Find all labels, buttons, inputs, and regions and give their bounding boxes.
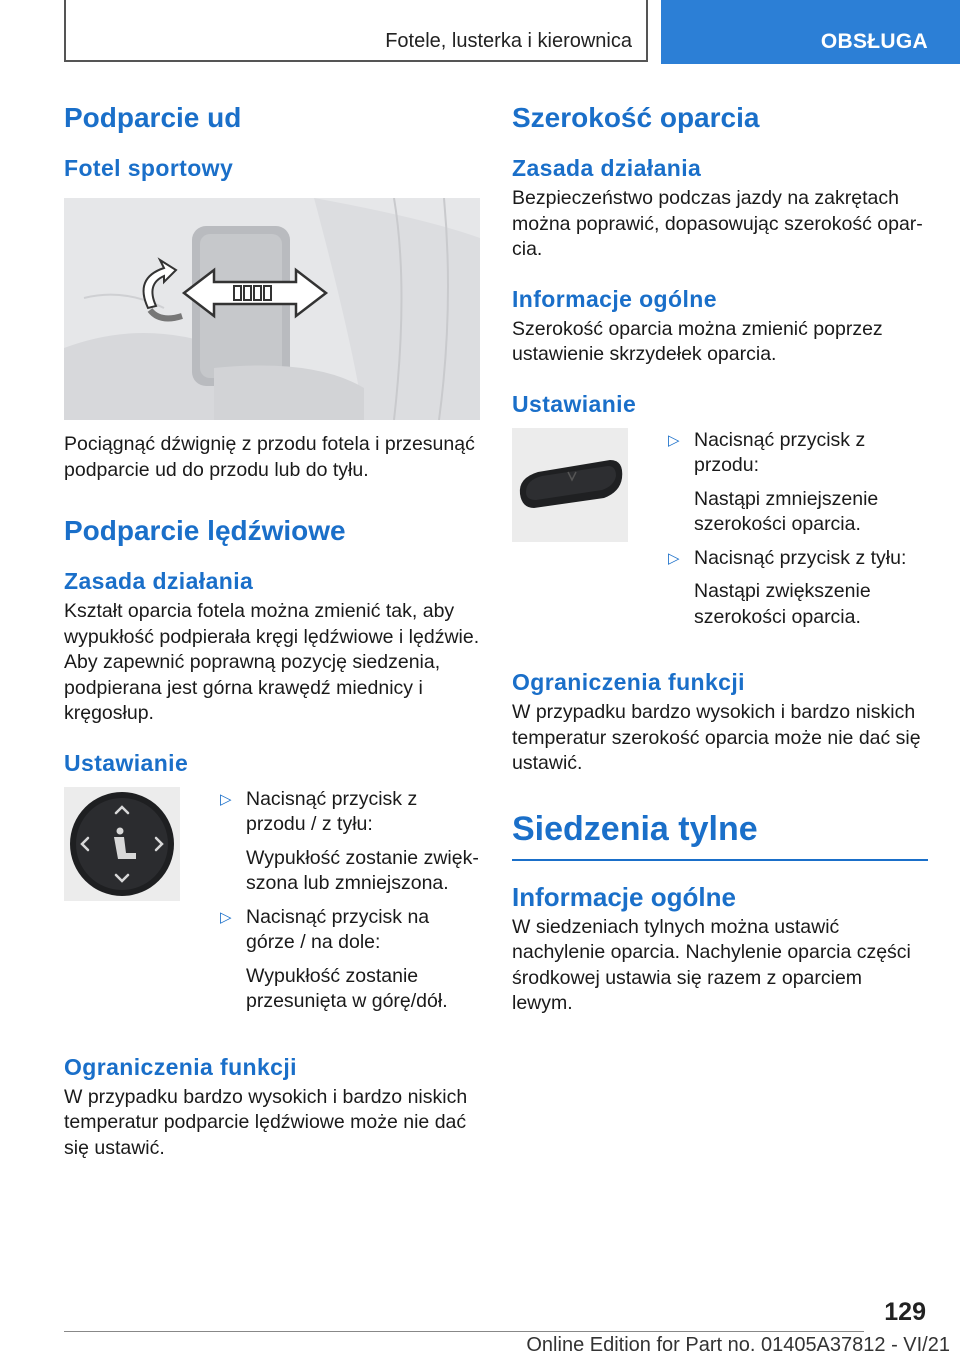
step-action: Nacisnąć przycisk z przodu / z tyłu: xyxy=(246,787,418,835)
heading-limits: Ograniczenia funkcji xyxy=(512,669,745,695)
section-title: Fotele, lusterka i kierownica xyxy=(385,30,632,52)
triangle-right-outline-icon: ▷ xyxy=(668,549,680,567)
heading-setting: Ustawianie xyxy=(64,749,189,776)
list-item xyxy=(668,546,928,631)
heading-thigh-support: Podparcie ud xyxy=(64,102,242,133)
heading-setting: Ustawianie xyxy=(512,390,637,417)
step-result: Nastąpi zmniejszenie szerokości oparcia. xyxy=(694,487,879,535)
rear-seats-text: W siedzeniach tylnych można ustawić nachylenie oparcia. Nachylenie oparcia części środkowej ustawia się razem z oparciem lewym. xyxy=(512,915,911,1014)
width-control-graphic xyxy=(512,428,628,542)
triangle-right-outline-icon: ▷ xyxy=(220,908,232,926)
page-header xyxy=(0,0,960,66)
step-result: Wypukłość zostanie przesunięta w górę/dół. xyxy=(246,964,448,1012)
heading-lumbar-support: Podparcie lędźwiowe xyxy=(64,515,346,546)
thigh-support-text: Pociągnąć dźwignię z przodu fotela i przesunąć podparcie ud do przodu lub do tyłu. xyxy=(64,433,475,481)
heading-rear-seats: Siedzenia tylne xyxy=(512,809,758,848)
list-item xyxy=(220,905,480,1015)
principle-text: Kształt oparcia fotela można zmienić tak, aby wypukłość podpierała kręgi lędźwiowe i lędźwie. Aby zapewnić poprawną pozycję siedzenia, podpierana jest górna krawędź miednicy i kręgosłup. xyxy=(64,600,480,724)
limits-text: W przypadku bardzo wysokich i bardzo niskich temperatur podparcie lędźwiowe może nie dać się ustawić. xyxy=(64,1085,468,1159)
width-control-illustration xyxy=(512,428,628,542)
width-setting-block xyxy=(512,428,928,639)
heading-rear-general-info: Informacje ogólne xyxy=(512,881,736,912)
heading-sport-seat: Fotel sportowy xyxy=(64,155,234,181)
heading-general-info: Informacje ogólne xyxy=(512,285,717,312)
list-item xyxy=(220,787,480,897)
lumbar-control-graphic xyxy=(64,787,180,901)
triangle-right-outline-icon: ▷ xyxy=(668,431,680,449)
heading-limits: Ograniczenia funkcji xyxy=(64,1053,297,1080)
step-action: Nacisnąć przycisk na górze / na dole: xyxy=(246,905,430,953)
limits-text: W przypadku bardzo wysokich i bardzo niskich temperatur szerokość oparcia może nie dać się ustawić. xyxy=(512,701,921,774)
heading-backrest-width: Szerokość oparcia xyxy=(512,102,760,133)
step-result: Wypukłość zostanie zwiększona lub zmniejszona. xyxy=(246,846,479,894)
right-column xyxy=(512,96,928,1017)
lumbar-steps xyxy=(220,787,480,1023)
chapter-tab[interactable] xyxy=(661,0,960,64)
step-action: Nacisnąć przycisk z przodu: xyxy=(694,428,866,476)
step-result: Nastąpi zwiększenie szerokości oparcia. xyxy=(694,580,871,628)
edition-info: Online Edition for Part no. 01405A37812 - VI/21 xyxy=(526,1334,950,1356)
section-title-box xyxy=(64,0,648,62)
lumbar-setting-block xyxy=(64,787,480,1023)
heading-principle: Zasada działania xyxy=(64,568,254,594)
seat-thigh-support-graphic xyxy=(64,198,480,420)
footer-divider xyxy=(64,1331,864,1332)
page-number: 129 xyxy=(884,1298,926,1326)
principle-text: Bezpieczeństwo podczas jazdy na zakrętach można poprawić, dopasowując szerokość oparcia. xyxy=(512,187,923,260)
left-column xyxy=(64,96,480,1161)
width-steps xyxy=(668,428,928,639)
step-action: Nacisnąć przycisk z tyłu: xyxy=(694,546,907,569)
general-text: Szerokość oparcia można zmienić poprzez ustawienie skrzydełek oparcia. xyxy=(512,317,883,365)
list-item xyxy=(668,428,928,538)
triangle-right-outline-icon: ▷ xyxy=(220,790,232,808)
heading-principle: Zasada działania xyxy=(512,155,702,181)
chapter-tab-label: OBSŁUGA xyxy=(820,30,928,53)
thigh-support-illustration xyxy=(64,198,480,420)
lumbar-control-illustration xyxy=(64,787,180,901)
